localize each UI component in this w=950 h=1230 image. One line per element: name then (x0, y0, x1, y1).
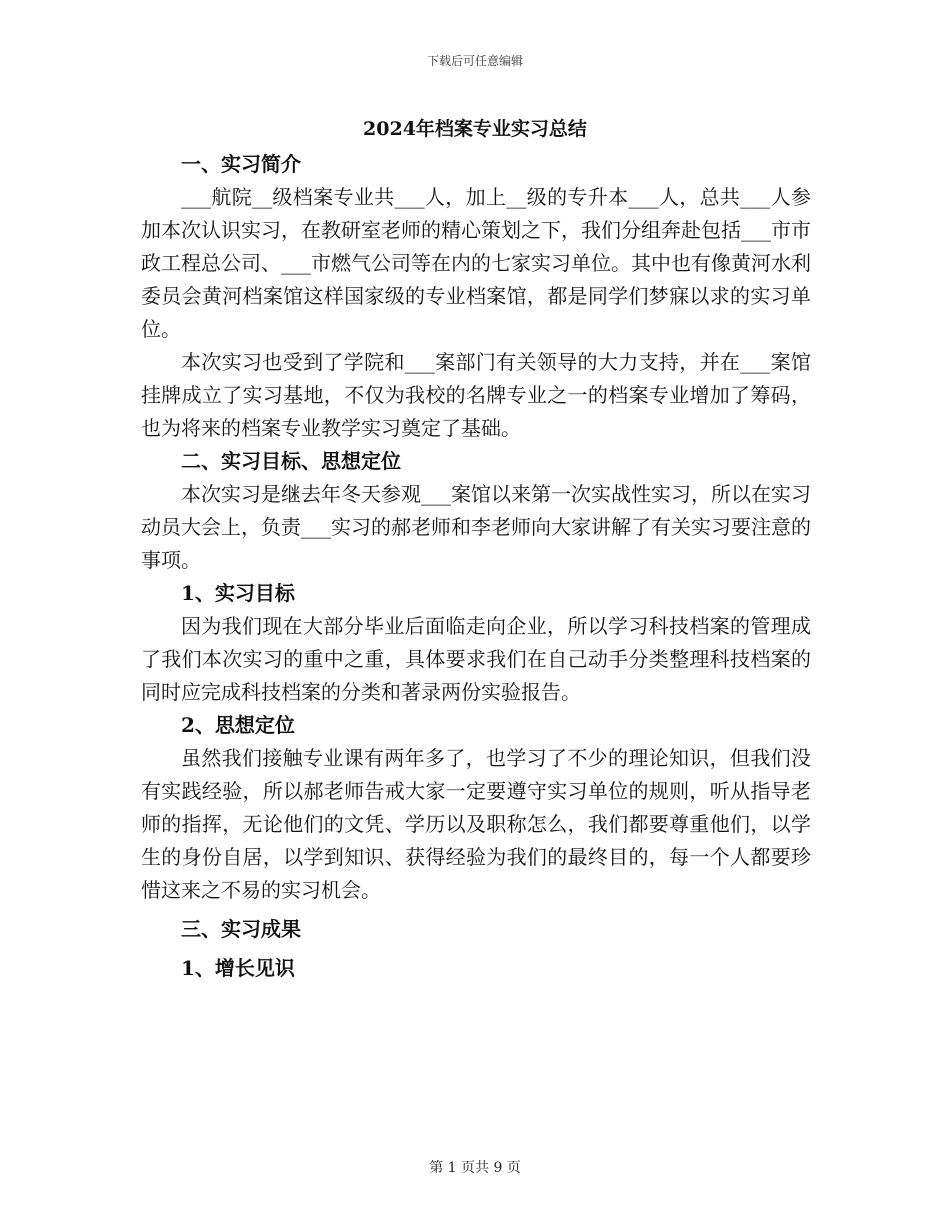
document-title: 2024年档案专业实习总结 (363, 118, 587, 140)
paragraph: 本次实习是继去年冬天参观___案馆以来第一次实战性实习，所以在实习动员大会上，负责___实习的郝老师和李老师向大家讲解了有关实习要注意的事项。 (141, 482, 811, 572)
document-body (141, 148, 811, 985)
page-header-note: 下载后可任意编辑 (426, 54, 523, 68)
section-heading: 二、实习目标、思想定位 (181, 449, 401, 473)
section-heading: 三、实习成果 (181, 917, 301, 941)
paragraph: 因为我们现在大部分毕业后面临走向企业，所以学习科技档案的管理成了我们本次实习的重中之重，具体要求我们在自己动手分类整理科技档案的同时应完成科技档案的分类和著录两份实验报告。 (141, 614, 811, 704)
paragraph: ___航院__级档案专业共___人，加上__级的专升本___人，总共___人参加本次认识实习，在教研室老师的精心策划之下，我们分组奔赴包括___市市政工程总公司、___市燃气公司等在内的七家实习单位。其中也有像黄河水利委员会黄河档案馆这样国家级的专业档案馆，都是同学们梦寐以求的实习单位。 (141, 185, 811, 341)
subsection-heading: 1、实习目标 (181, 581, 295, 605)
paragraph: 虽然我们接触专业课有两年多了，也学习了不少的理论知识，但我们没有实践经验，所以郝老师告戒大家一定要遵守实习单位的规则，听从指导老师的指挥，无论他们的文凭、学历以及职称怎么，我们都要尊重他们，以学生的身份自居，以学到知识、获得经验为我们的最终目的，每一个人都要珍惜这来之不易的实习机会。 (141, 746, 811, 902)
subsection-heading: 2、思想定位 (181, 713, 295, 737)
section-heading: 一、实习简介 (181, 152, 301, 176)
page-number: 第 1 页共 9 页 (429, 1160, 521, 1176)
subsection-heading: 1、增长见识 (181, 956, 295, 980)
paragraph: 本次实习也受到了学院和___案部门有关领导的大力支持，并在___案馆挂牌成立了实习基地，不仅为我校的名牌专业之一的档案专业增加了筹码，也为将来的档案专业教学实习奠定了基础。 (141, 350, 811, 440)
